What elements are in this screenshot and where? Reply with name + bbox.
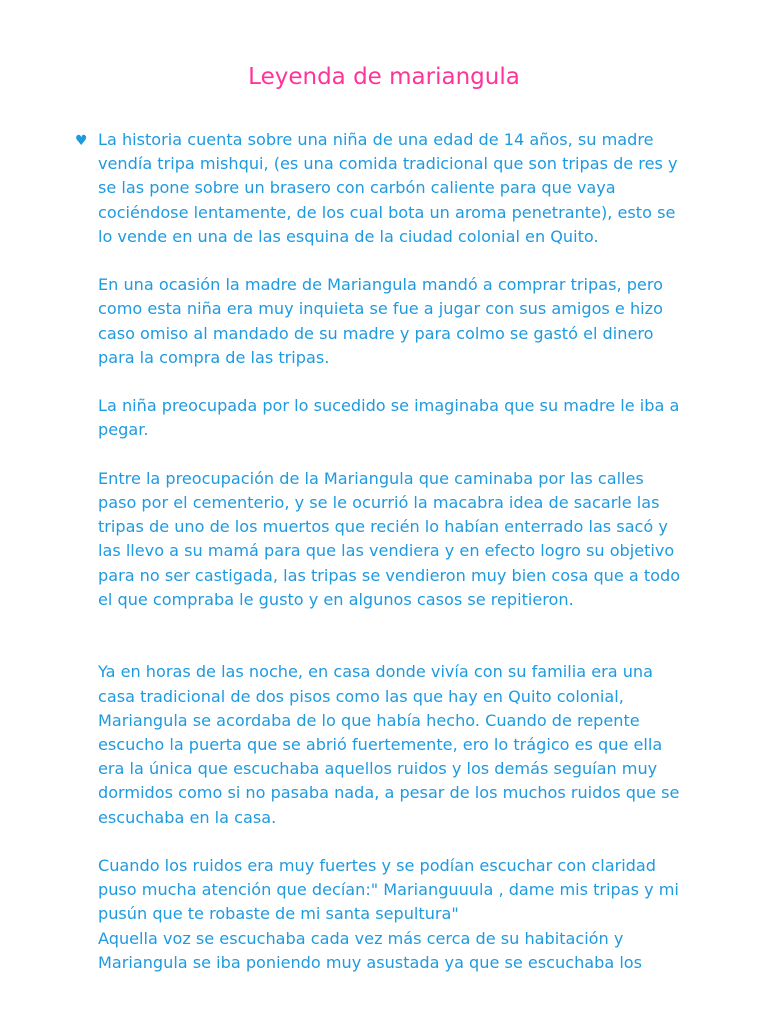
text-line: era la única que escuchaba aquellos ruidos y los demás seguían muy (98, 759, 658, 779)
paragraph-1 (98, 128, 748, 249)
text-line: Aquella voz se escuchaba cada vez más cerca de su habitación y (98, 928, 624, 948)
text-line: pusún que te robaste de mi santa sepultura" (98, 904, 459, 924)
heart-bullet-icon: ♥ (75, 133, 88, 149)
paragraph-6 (98, 854, 748, 975)
text-line: Cuando los ruidos era muy fuertes y se podían escuchar con claridad (98, 856, 656, 876)
text-line: Entre la preocupación de la Mariangula que caminaba por las calles (98, 468, 644, 488)
text-line: La historia cuenta sobre una niña de una edad de 14 años, su madre (98, 130, 654, 149)
paragraph-spacer (98, 370, 748, 394)
paragraph-spacer (98, 443, 748, 467)
text-line: La niña preocupada por lo sucedido se imaginaba que su madre le iba a (98, 396, 680, 416)
text-line: para la compra de las tripas. (98, 347, 330, 367)
text-line: Ya en horas de las noche, en casa donde vivía con su familia era una (98, 662, 653, 682)
paragraph-2 (98, 273, 748, 370)
text-line: En una ocasión la madre de Mariangula mandó a comprar tripas, pero (98, 275, 663, 295)
page-title: Leyenda de mariangula (248, 64, 520, 90)
paragraph-spacer (98, 249, 748, 273)
text-line: casa tradicional de dos pisos como las que hay en Quito colonial, (98, 686, 624, 706)
text-line: dormidos como si no pasaba nada, a pesar de los muchos ruidos que se (98, 783, 680, 803)
paragraph-spacer (98, 830, 748, 854)
text-line: como esta niña era muy inquieta se fue a jugar con sus amigos e hizo (98, 299, 663, 319)
text-line: caso omiso al mandado de su madre y para colmo se gastó el dinero (98, 323, 654, 343)
text-line: paso por el cementerio, y se le ocurrió la macabra idea de sacarle las (98, 493, 660, 512)
text-line: escuchaba en la casa. (98, 807, 277, 827)
text-line: se las pone sobre un brasero con carbón caliente para que vaya (98, 178, 616, 198)
text-line: Mariangula se acordaba de lo que había hecho. Cuando de repente (98, 710, 640, 730)
paragraph-5 (98, 660, 748, 829)
text-line: puso mucha atención que decían:" Marianguuula , dame mis tripas y mi (98, 880, 679, 900)
text-line: lo vende en una de las esquina de la ciudad colonial en Quito. (98, 226, 599, 246)
paragraph-3 (98, 394, 748, 442)
story-body (98, 128, 748, 975)
text-line: cociéndose lentamente, de los cual bota un aroma penetrante), esto se (98, 202, 676, 222)
text-line: tripas de uno de los muertos que recién lo habían enterrado las sacó y (98, 517, 668, 537)
text-line: para no ser castigada, las tripas se vendieron muy bien cosa que a todo (98, 565, 681, 585)
text-line: Mariangula se iba poniendo muy asustada ya que se escuchaba los (98, 952, 643, 972)
paragraph-4 (98, 467, 748, 612)
text-line: escucho la puerta que se abrió fuertemente, ero lo trágico es que ella (98, 735, 663, 755)
text-line: vendía tripa mishqui, (es una comida tradicional que son tripas de res y (98, 154, 678, 174)
paragraph-spacer (98, 612, 748, 660)
text-line: las llevo a su mamá para que las vendiera y en efecto logro su objetivo (98, 541, 675, 561)
text-line: pegar. (98, 420, 149, 440)
text-line: el que compraba le gusto y en algunos casos se repitieron. (98, 589, 574, 609)
